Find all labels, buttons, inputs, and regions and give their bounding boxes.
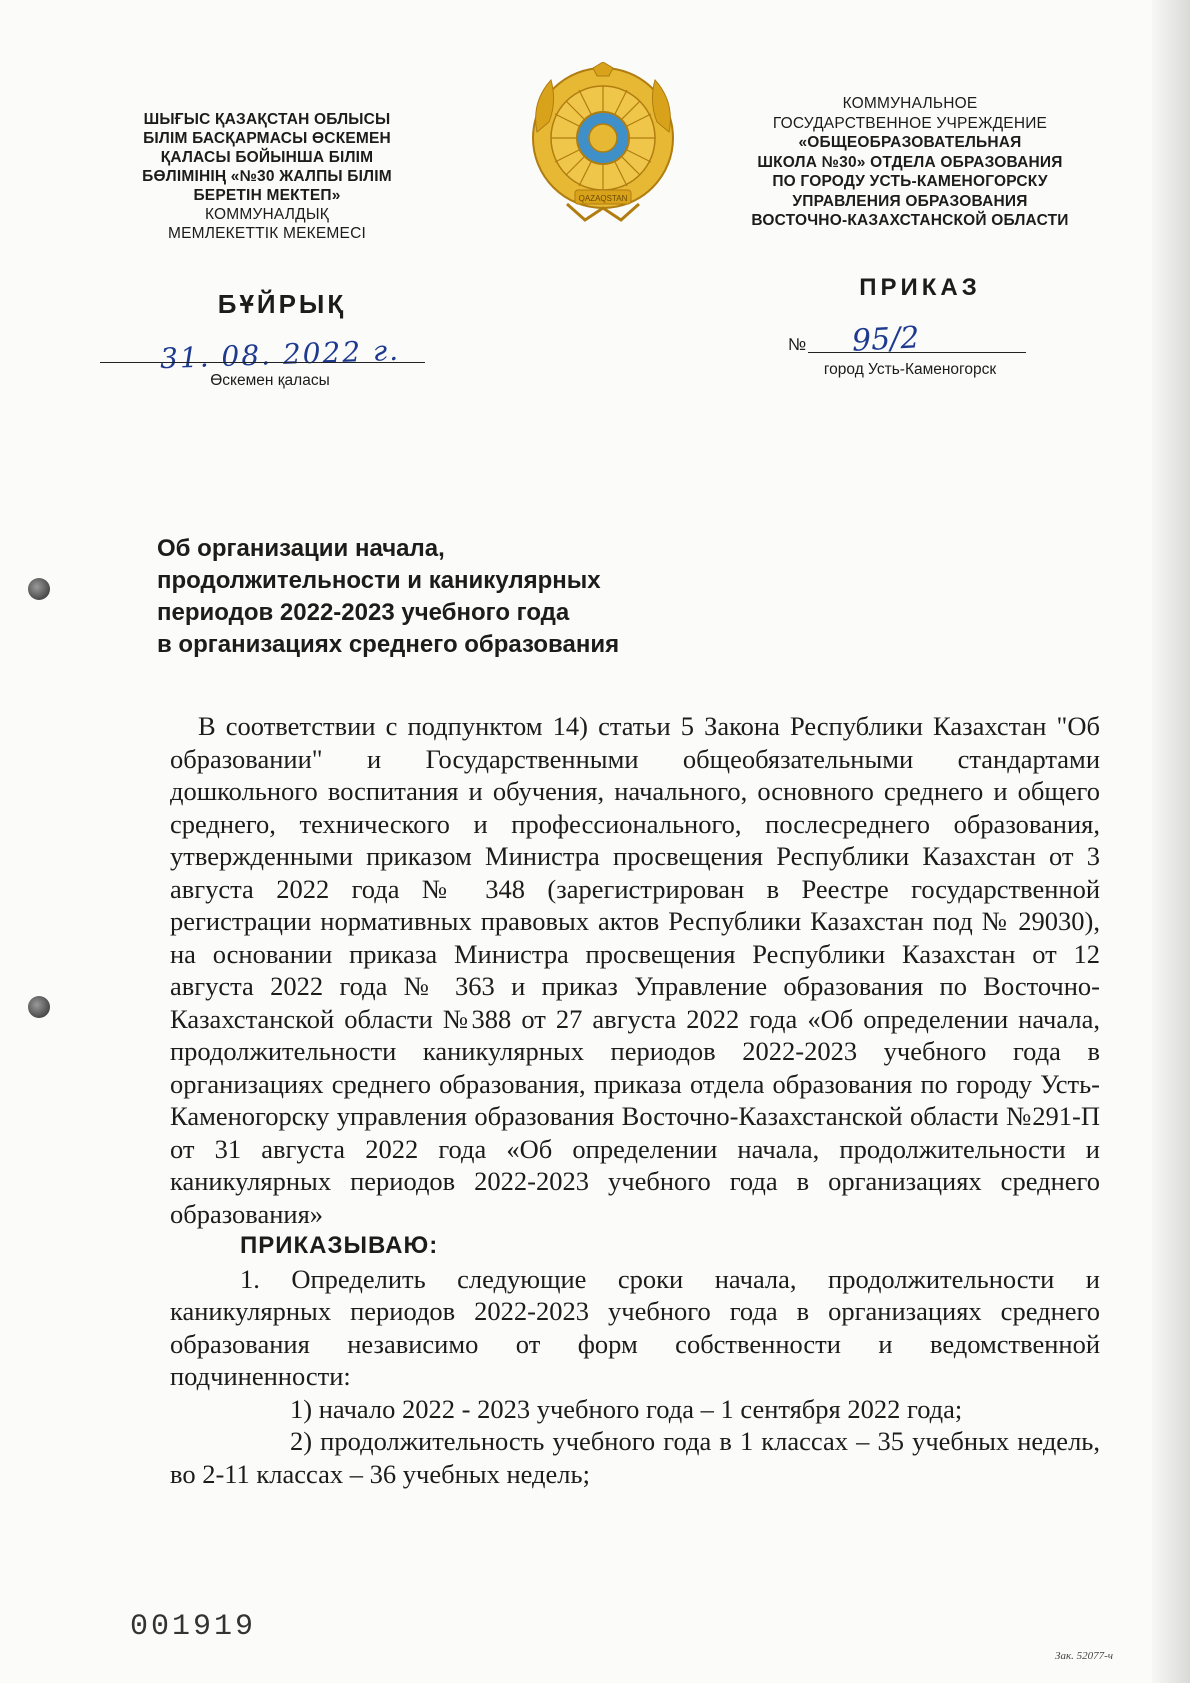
header-kz-line: КОММУНАЛДЫҚ	[204, 206, 330, 223]
subject-line: в организациях среднего образования	[157, 631, 620, 658]
order-subitem-1: 1) начало 2022 - 2023 учебного года – 1 сентября 2022 года;	[290, 1393, 963, 1424]
page-edge-shadow	[1152, 0, 1190, 1683]
header-kz-line: БӨЛІМІНІҢ «№30 ЖАЛПЫ БІЛІМ	[142, 168, 392, 185]
header-ru-line: ВОСТОЧНО-КАЗАХСТАНСКОЙ ОБЛАСТИ	[751, 212, 1069, 229]
number-underline	[808, 352, 1026, 353]
header-kz-line: БІЛІМ БАСҚАРМАСЫ ӨСКЕМЕН	[143, 130, 391, 147]
punch-hole	[28, 578, 50, 600]
punch-hole	[28, 996, 50, 1018]
header-ru-line: ШКОЛА №30» ОТДЕЛА ОБРАЗОВАНИЯ	[757, 153, 1063, 171]
header-kz-line: МЕМЛЕКЕТТІК МЕКЕМЕСІ	[168, 225, 366, 242]
subject-line: продолжительности и каникулярных	[157, 567, 601, 594]
header-kz-line: ШЫҒЫС ҚАЗАҚСТАН ОБЛЫСЫ	[143, 111, 391, 128]
header-kz	[112, 110, 422, 243]
header-ru-line: «ОБЩЕОБРАЗОВАТЕЛЬНАЯ	[798, 134, 1022, 151]
preamble-paragraph: В соответствии с подпунктом 14) статьи 5 Закона Республики Казахстан "Об образовании" и Государственными общеобязательными стандартами дошкольного воспитания и обучения, начального, основного среднего и общего среднего, технического и профессионального, послесреднего образования, утвержденными приказом Министра просвещения Республики Казахстан от 3 августа 2022 года № 348 (зарегистрирован в Реестре государственной регистрации нормативных правовых актов Республики Казахстан под № 29030), на основании приказа Министра просвещения Республики Казахстан от 12 августа 2022 года № 363 и приказ Управление образования по Восточно-Казахстанской области №388 от 27 августа 2022 года «Об определении начала, продолжительности каникулярных периодов 2022-2023 учебного года в организациях среднего образования, приказа отдела образования по городу Усть-Каменогорску управления образования Восточно-Казахстанской области №291-П от 31 августа 2022 года «Об определении начала, продолжительности и каникулярных периодов 2022-2023 учебного года в организациях среднего образования»	[170, 711, 1100, 1229]
emblem-caption: QAZAQSTAN	[578, 194, 628, 203]
header-ru	[700, 94, 1120, 231]
doc-type-kz: БҰЙРЫҚ	[217, 289, 347, 319]
order-item-1: 1. Определить следующие сроки начала, продолжительности и каникулярных периодов 2022-2023 учебного года в организациях среднего образования независимо от форм собственности и ведомственной подчиненности:	[170, 1263, 1100, 1391]
print-code: Зак. 52077-ч	[1055, 1650, 1114, 1662]
city-ru: город Усть-Каменогорск	[823, 361, 997, 378]
header-ru-line: ПО ГОРОДУ УСТЬ-КАМЕНОГОРСКУ	[772, 173, 1048, 190]
serial-number: 001919	[130, 1610, 257, 1644]
number-label: №	[788, 335, 807, 354]
order-subitem-2: 2) продолжительность учебного года в 1 классах – 35 учебных недель, во 2-11 классах – 36 учебных недель;	[170, 1426, 1100, 1489]
handwritten-number: 95/2	[851, 320, 921, 359]
subject-line: Об организации начала,	[157, 535, 445, 562]
header-ru-line: ГОСУДАРСТВЕННОЕ УЧРЕЖДЕНИЕ	[772, 114, 1048, 132]
city-kz: Өскемен қаласы	[210, 372, 330, 389]
subject-line: периодов 2022-2023 учебного года	[157, 599, 570, 626]
header-kz-line: БЕРЕТІН МЕКТЕП»	[193, 187, 341, 204]
header-ru-line: КОММУНАЛЬНОЕ	[842, 95, 978, 112]
doc-type-ru: ПРИКАЗ	[859, 274, 981, 301]
order-keyword: ПРИКАЗЫВАЮ:	[240, 1232, 439, 1259]
order-body	[170, 710, 1100, 1490]
header-kz-line: ҚАЛАСЫ БОЙЫНША БІЛІМ	[160, 149, 374, 166]
state-emblem-icon	[527, 62, 679, 222]
date-underline	[100, 362, 425, 363]
header-ru-line: УПРАВЛЕНИЯ ОБРАЗОВАНИЯ	[792, 192, 1028, 210]
order-subject	[157, 533, 677, 661]
handwritten-date: 31. 08. 2022 г.	[159, 333, 401, 376]
